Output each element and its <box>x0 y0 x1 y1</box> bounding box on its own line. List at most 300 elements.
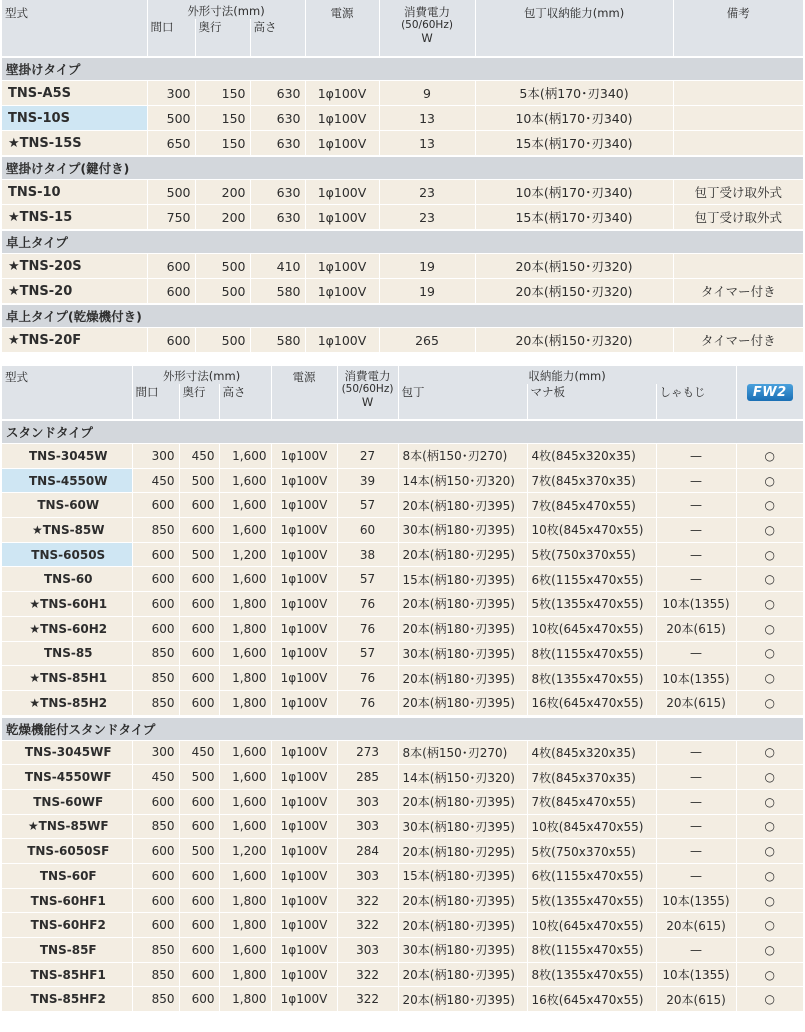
depth-cell: 600 <box>179 938 219 963</box>
power-cell: 1φ100V <box>271 765 337 790</box>
model-cell: ★TNS-20F <box>2 328 147 353</box>
model-cell: ★TNS-85H2 <box>2 690 132 716</box>
remarks-cell: タイマー付き <box>673 328 803 353</box>
model-cell: TNS-85F <box>2 938 132 963</box>
width-cell: 650 <box>147 131 195 157</box>
paddle-capacity-cell: 20本(615) <box>656 987 736 1011</box>
capacity-cell: 15本(柄170･刃340) <box>475 131 673 157</box>
depth-cell: 200 <box>195 180 250 205</box>
width-cell: 600 <box>132 567 179 592</box>
table-row <box>2 641 803 666</box>
width-cell: 600 <box>132 888 179 913</box>
knife-capacity-cell: 20本(柄180･刃395) <box>398 789 527 814</box>
consumption-cell: 322 <box>337 913 398 938</box>
fw2-compat-cell: ○ <box>736 542 803 567</box>
board-capacity-cell: 16枚(645x470x55) <box>527 690 656 716</box>
model-cell: ★TNS-15S <box>2 131 147 157</box>
fw2-compat-cell: ○ <box>736 444 803 469</box>
knife-capacity-cell: 20本(柄180･刃395) <box>398 690 527 716</box>
header-consumption-freq: (50/60Hz) <box>341 383 394 395</box>
board-capacity-cell: 5枚(750x370x55) <box>527 542 656 567</box>
depth-cell: 500 <box>195 254 250 279</box>
model-cell: TNS-A5S <box>2 81 147 106</box>
depth-cell: 500 <box>179 542 219 567</box>
width-cell: 450 <box>132 468 179 493</box>
depth-cell: 500 <box>179 468 219 493</box>
knife-capacity-cell: 8本(柄150･刃270) <box>398 444 527 469</box>
consumption-cell: 57 <box>337 493 398 518</box>
section-title: 壁掛けタイプ <box>2 57 803 81</box>
depth-cell: 500 <box>195 328 250 353</box>
height-cell: 1,200 <box>219 839 271 864</box>
model-cell: TNS-85 <box>2 641 132 666</box>
paddle-capacity-cell: — <box>656 518 736 543</box>
depth-cell: 600 <box>179 493 219 518</box>
section-title: スタンドタイプ <box>2 420 803 444</box>
paddle-capacity-cell: 10本(1355) <box>656 888 736 913</box>
model-cell: TNS-3045WF <box>2 740 132 765</box>
header-capacity: 包丁収納能力(mm) <box>475 0 673 57</box>
fw2-compat-cell: ○ <box>736 864 803 889</box>
power-cell: 1φ100V <box>271 666 337 691</box>
width-cell: 600 <box>132 616 179 641</box>
depth-cell: 450 <box>179 444 219 469</box>
fw2-compat-cell: ○ <box>736 814 803 839</box>
header-capacity: 収納能力(mm) <box>398 366 736 384</box>
height-cell: 1,800 <box>219 690 271 716</box>
header-consumption-label: 消費電力 <box>404 5 451 19</box>
width-cell: 600 <box>147 254 195 279</box>
model-cell: TNS-6050S <box>2 542 132 567</box>
remarks-cell <box>673 254 803 279</box>
model-cell: TNS-60HF1 <box>2 888 132 913</box>
table-row <box>2 789 803 814</box>
knife-capacity-cell: 30本(柄180･刃395) <box>398 518 527 543</box>
depth-cell: 600 <box>179 814 219 839</box>
consumption-cell: 303 <box>337 864 398 889</box>
width-cell: 300 <box>147 81 195 106</box>
table-row <box>2 205 803 231</box>
header-fw2 <box>736 366 803 420</box>
remarks-cell: タイマー付き <box>673 279 803 305</box>
depth-cell: 150 <box>195 106 250 131</box>
header-consumption-unit: W <box>421 31 433 45</box>
height-cell: 1,600 <box>219 641 271 666</box>
power-cell: 1φ100V <box>271 839 337 864</box>
table-row <box>2 765 803 790</box>
table-row <box>2 864 803 889</box>
model-cell: ★TNS-20S <box>2 254 147 279</box>
table-gap <box>0 352 805 366</box>
paddle-capacity-cell: — <box>656 468 736 493</box>
model-cell: TNS-60W <box>2 493 132 518</box>
width-cell: 300 <box>132 740 179 765</box>
model-cell: TNS-85HF1 <box>2 962 132 987</box>
depth-cell: 600 <box>179 666 219 691</box>
depth-cell: 600 <box>179 962 219 987</box>
paddle-capacity-cell: — <box>656 814 736 839</box>
power-cell: 1φ100V <box>271 493 337 518</box>
table-row <box>2 987 803 1011</box>
section-header <box>2 57 803 81</box>
table-row <box>2 592 803 617</box>
section-title: 卓上タイプ(乾燥機付き) <box>2 304 803 328</box>
consumption-cell: 303 <box>337 814 398 839</box>
model-cell: ★TNS-15 <box>2 205 147 231</box>
consumption-cell: 284 <box>337 839 398 864</box>
paddle-capacity-cell: — <box>656 864 736 889</box>
height-cell: 1,600 <box>219 789 271 814</box>
width-cell: 600 <box>132 839 179 864</box>
remarks-cell: 包丁受け取外式 <box>673 205 803 231</box>
height-cell: 630 <box>250 106 305 131</box>
depth-cell: 600 <box>179 987 219 1011</box>
depth-cell: 600 <box>179 641 219 666</box>
table-row <box>2 888 803 913</box>
section-header <box>2 716 803 740</box>
model-cell: TNS-85HF2 <box>2 987 132 1011</box>
height-cell: 1,800 <box>219 888 271 913</box>
height-cell: 1,800 <box>219 666 271 691</box>
header-height: 高さ <box>219 384 271 420</box>
table-row <box>2 567 803 592</box>
board-capacity-cell: 7枚(845x370x35) <box>527 468 656 493</box>
capacity-cell: 20本(柄150･刃320) <box>475 279 673 305</box>
fw2-compat-cell: ○ <box>736 765 803 790</box>
knife-capacity-cell: 20本(柄180･刃395) <box>398 616 527 641</box>
knife-capacity-cell: 30本(柄180･刃395) <box>398 641 527 666</box>
section-header <box>2 230 803 254</box>
width-cell: 850 <box>132 962 179 987</box>
power-cell: 1φ100V <box>271 740 337 765</box>
paddle-capacity-cell: — <box>656 444 736 469</box>
knife-capacity-cell: 8本(柄150･刃270) <box>398 740 527 765</box>
fw2-compat-cell: ○ <box>736 938 803 963</box>
board-capacity-cell: 10枚(845x470x55) <box>527 814 656 839</box>
model-cell: ★TNS-85WF <box>2 814 132 839</box>
remarks-cell: 包丁受け取外式 <box>673 180 803 205</box>
header-width: 間口 <box>147 19 195 57</box>
knife-capacity-cell: 14本(柄150･刃320) <box>398 468 527 493</box>
board-capacity-cell: 10枚(845x470x55) <box>527 518 656 543</box>
depth-cell: 500 <box>179 839 219 864</box>
header-consumption-unit: W <box>361 395 374 409</box>
section-title: 卓上タイプ <box>2 230 803 254</box>
consumption-cell: 322 <box>337 962 398 987</box>
fw2-compat-cell: ○ <box>736 789 803 814</box>
board-capacity-cell: 5枚(1355x470x55) <box>527 592 656 617</box>
header-knife: 包丁 <box>398 384 527 420</box>
model-cell: TNS-3045W <box>2 444 132 469</box>
height-cell: 410 <box>250 254 305 279</box>
power-cell: 1φ100V <box>305 328 379 353</box>
model-cell: TNS-10 <box>2 180 147 205</box>
table-row <box>2 740 803 765</box>
depth-cell: 150 <box>195 131 250 157</box>
paddle-capacity-cell: 10本(1355) <box>656 666 736 691</box>
width-cell: 850 <box>132 814 179 839</box>
width-cell: 600 <box>132 864 179 889</box>
header-width: 間口 <box>132 384 179 420</box>
height-cell: 1,600 <box>219 864 271 889</box>
fw2-compat-cell: ○ <box>736 690 803 716</box>
consumption-cell: 265 <box>379 328 475 353</box>
height-cell: 1,600 <box>219 567 271 592</box>
depth-cell: 600 <box>179 864 219 889</box>
height-cell: 1,600 <box>219 740 271 765</box>
depth-cell: 600 <box>179 690 219 716</box>
height-cell: 1,600 <box>219 493 271 518</box>
consumption-cell: 57 <box>337 641 398 666</box>
consumption-cell: 273 <box>337 740 398 765</box>
fw2-compat-cell: ○ <box>736 987 803 1011</box>
height-cell: 1,600 <box>219 938 271 963</box>
table-row <box>2 839 803 864</box>
fw2-compat-cell: ○ <box>736 518 803 543</box>
paddle-capacity-cell: — <box>656 641 736 666</box>
consumption-cell: 38 <box>337 542 398 567</box>
section-header <box>2 304 803 328</box>
knife-capacity-cell: 20本(柄180･刃395) <box>398 962 527 987</box>
consumption-cell: 23 <box>379 205 475 231</box>
depth-cell: 500 <box>179 765 219 790</box>
paddle-capacity-cell: 20本(615) <box>656 690 736 716</box>
power-cell: 1φ100V <box>305 131 379 157</box>
wall-tabletop-spec-table <box>2 0 803 352</box>
paddle-capacity-cell: — <box>656 567 736 592</box>
board-capacity-cell: 6枚(1155x470x55) <box>527 864 656 889</box>
power-cell: 1φ100V <box>271 814 337 839</box>
paddle-capacity-cell: — <box>656 765 736 790</box>
depth-cell: 500 <box>195 279 250 305</box>
fw2-compat-cell: ○ <box>736 641 803 666</box>
power-cell: 1φ100V <box>271 913 337 938</box>
consumption-cell: 76 <box>337 592 398 617</box>
depth-cell: 600 <box>179 789 219 814</box>
width-cell: 600 <box>132 542 179 567</box>
section-title: 壁掛けタイプ(鍵付き) <box>2 156 803 180</box>
power-cell: 1φ100V <box>305 205 379 231</box>
board-capacity-cell: 4枚(845x320x35) <box>527 740 656 765</box>
width-cell: 500 <box>147 106 195 131</box>
board-capacity-cell: 5枚(1355x470x55) <box>527 888 656 913</box>
board-capacity-cell: 5枚(750x370x55) <box>527 839 656 864</box>
height-cell: 1,800 <box>219 913 271 938</box>
fw2-badge: FW2 <box>747 384 793 401</box>
consumption-cell: 322 <box>337 987 398 1011</box>
height-cell: 1,800 <box>219 616 271 641</box>
width-cell: 500 <box>147 180 195 205</box>
knife-capacity-cell: 20本(柄180･刃395) <box>398 493 527 518</box>
width-cell: 300 <box>132 444 179 469</box>
power-cell: 1φ100V <box>271 468 337 493</box>
width-cell: 850 <box>132 641 179 666</box>
paddle-capacity-cell: 10本(1355) <box>656 592 736 617</box>
table-row <box>2 468 803 493</box>
width-cell: 850 <box>132 518 179 543</box>
board-capacity-cell: 4枚(845x320x35) <box>527 444 656 469</box>
consumption-cell: 19 <box>379 254 475 279</box>
table-row <box>2 81 803 106</box>
power-cell: 1φ100V <box>305 279 379 305</box>
table-row <box>2 690 803 716</box>
header-paddle: しゃもじ <box>656 384 736 420</box>
model-cell: ★TNS-20 <box>2 279 147 305</box>
width-cell: 600 <box>132 592 179 617</box>
consumption-cell: 303 <box>337 938 398 963</box>
power-cell: 1φ100V <box>271 567 337 592</box>
table-row <box>2 106 803 131</box>
fw2-compat-cell: ○ <box>736 913 803 938</box>
power-cell: 1φ100V <box>271 690 337 716</box>
power-cell: 1φ100V <box>305 254 379 279</box>
knife-capacity-cell: 20本(柄180･刃295) <box>398 839 527 864</box>
fw2-compat-cell: ○ <box>736 888 803 913</box>
model-cell: TNS-60WF <box>2 789 132 814</box>
section-header <box>2 420 803 444</box>
consumption-cell: 57 <box>337 567 398 592</box>
table-row <box>2 444 803 469</box>
width-cell: 600 <box>132 493 179 518</box>
consumption-cell: 13 <box>379 131 475 157</box>
power-cell: 1φ100V <box>271 962 337 987</box>
height-cell: 580 <box>250 328 305 353</box>
board-capacity-cell: 16枚(645x470x55) <box>527 987 656 1011</box>
table-row <box>2 913 803 938</box>
depth-cell: 600 <box>179 592 219 617</box>
fw2-compat-cell: ○ <box>736 666 803 691</box>
power-cell: 1φ100V <box>271 987 337 1011</box>
height-cell: 1,800 <box>219 987 271 1011</box>
height-cell: 1,200 <box>219 542 271 567</box>
knife-capacity-cell: 20本(柄180･刃395) <box>398 666 527 691</box>
board-capacity-cell: 8枚(1155x470x55) <box>527 938 656 963</box>
header-board: マナ板 <box>527 384 656 420</box>
model-cell: TNS-10S <box>2 106 147 131</box>
header-consumption-label: 消費電力 <box>344 369 391 383</box>
knife-capacity-cell: 20本(柄180･刃395) <box>398 987 527 1011</box>
power-cell: 1φ100V <box>271 789 337 814</box>
fw2-compat-cell: ○ <box>736 839 803 864</box>
power-cell: 1φ100V <box>305 180 379 205</box>
header-dimensions: 外形寸法(mm) <box>132 366 271 384</box>
table-row <box>2 666 803 691</box>
power-cell: 1φ100V <box>271 518 337 543</box>
model-cell: ★TNS-60H2 <box>2 616 132 641</box>
table-row <box>2 814 803 839</box>
fw2-compat-cell: ○ <box>736 962 803 987</box>
board-capacity-cell: 8枚(1355x470x55) <box>527 962 656 987</box>
width-cell: 850 <box>132 690 179 716</box>
paddle-capacity-cell: 20本(615) <box>656 913 736 938</box>
power-cell: 1φ100V <box>271 542 337 567</box>
table-row <box>2 962 803 987</box>
header-consumption <box>379 0 475 57</box>
paddle-capacity-cell: — <box>656 839 736 864</box>
knife-capacity-cell: 20本(柄180･刃395) <box>398 888 527 913</box>
capacity-cell: 10本(柄170･刃340) <box>475 180 673 205</box>
board-capacity-cell: 7枚(845x470x55) <box>527 493 656 518</box>
power-cell: 1φ100V <box>271 444 337 469</box>
consumption-cell: 27 <box>337 444 398 469</box>
depth-cell: 200 <box>195 205 250 231</box>
fw2-compat-cell: ○ <box>736 567 803 592</box>
model-cell: ★TNS-85W <box>2 518 132 543</box>
header-model: 型式 <box>2 366 132 420</box>
capacity-cell: 5本(柄170･刃340) <box>475 81 673 106</box>
consumption-cell: 19 <box>379 279 475 305</box>
section-title: 乾燥機能付スタンドタイプ <box>2 716 803 740</box>
board-capacity-cell: 10枚(645x470x55) <box>527 616 656 641</box>
paddle-capacity-cell: 20本(615) <box>656 616 736 641</box>
fw2-compat-cell: ○ <box>736 493 803 518</box>
width-cell: 600 <box>132 913 179 938</box>
header-remarks: 備考 <box>673 0 803 57</box>
width-cell: 750 <box>147 205 195 231</box>
header-height: 高さ <box>250 19 305 57</box>
depth-cell: 600 <box>179 616 219 641</box>
model-cell: TNS-4550WF <box>2 765 132 790</box>
depth-cell: 600 <box>179 913 219 938</box>
table-row <box>2 938 803 963</box>
height-cell: 1,800 <box>219 592 271 617</box>
consumption-cell: 9 <box>379 81 475 106</box>
power-cell: 1φ100V <box>271 641 337 666</box>
knife-capacity-cell: 15本(柄180･刃395) <box>398 864 527 889</box>
remarks-cell <box>673 106 803 131</box>
depth-cell: 600 <box>179 567 219 592</box>
depth-cell: 600 <box>179 888 219 913</box>
width-cell: 850 <box>132 666 179 691</box>
height-cell: 630 <box>250 131 305 157</box>
power-cell: 1φ100V <box>271 592 337 617</box>
table-row <box>2 279 803 305</box>
fw2-compat-cell: ○ <box>736 592 803 617</box>
power-cell: 1φ100V <box>271 888 337 913</box>
model-cell: ★TNS-60H1 <box>2 592 132 617</box>
board-capacity-cell: 7枚(845x370x35) <box>527 765 656 790</box>
width-cell: 450 <box>132 765 179 790</box>
capacity-cell: 20本(柄150･刃320) <box>475 328 673 353</box>
table-row <box>2 518 803 543</box>
header-consumption-freq: (50/60Hz) <box>401 19 453 31</box>
remarks-cell <box>673 131 803 157</box>
fw2-compat-cell: ○ <box>736 468 803 493</box>
height-cell: 630 <box>250 180 305 205</box>
table-row <box>2 131 803 157</box>
consumption-cell: 76 <box>337 616 398 641</box>
consumption-cell: 60 <box>337 518 398 543</box>
depth-cell: 150 <box>195 81 250 106</box>
knife-capacity-cell: 15本(柄180･刃395) <box>398 567 527 592</box>
power-cell: 1φ100V <box>271 938 337 963</box>
knife-capacity-cell: 20本(柄180･刃395) <box>398 913 527 938</box>
capacity-cell: 15本(柄170･刃340) <box>475 205 673 231</box>
height-cell: 580 <box>250 279 305 305</box>
depth-cell: 450 <box>179 740 219 765</box>
table-row <box>2 542 803 567</box>
fw2-compat-cell: ○ <box>736 616 803 641</box>
table-row <box>2 493 803 518</box>
paddle-capacity-cell: 10本(1355) <box>656 962 736 987</box>
width-cell: 600 <box>132 789 179 814</box>
paddle-capacity-cell: — <box>656 789 736 814</box>
paddle-capacity-cell: — <box>656 542 736 567</box>
fw2-compat-cell: ○ <box>736 740 803 765</box>
paddle-capacity-cell: — <box>656 740 736 765</box>
model-cell: TNS-60F <box>2 864 132 889</box>
height-cell: 1,600 <box>219 518 271 543</box>
